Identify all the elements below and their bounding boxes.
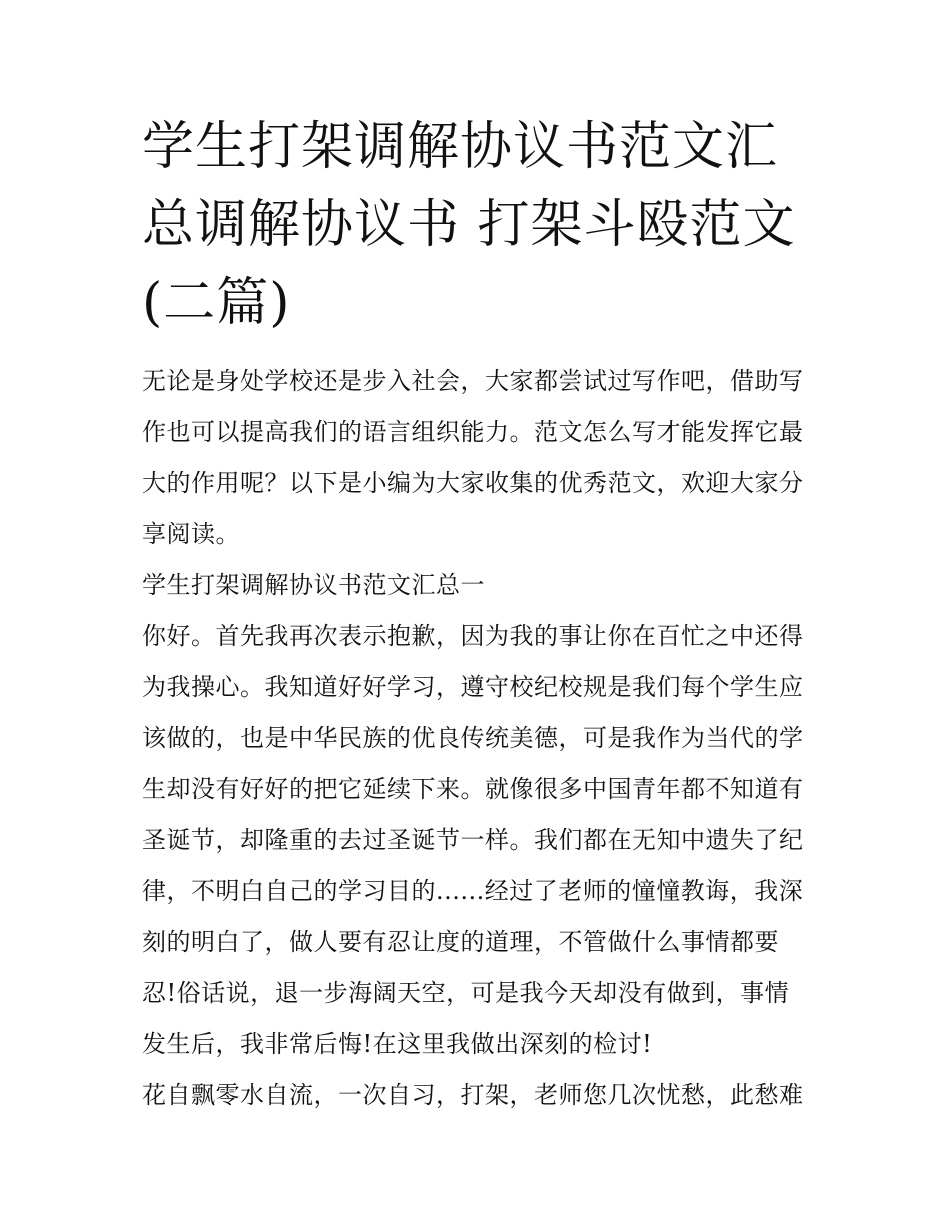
body-line-8: 忍!俗话说，退一步海阔天空，可是我今天却没有做到，事情 bbox=[142, 979, 790, 1007]
intro-line-1: 无论是身处学校还是步入社会，大家都尝试过写作吧，借助写 bbox=[142, 367, 804, 395]
body-line-10: 花自飘零水自流，一次自习，打架，老师您几次忧愁，此愁难 bbox=[142, 1081, 804, 1109]
body-line-9: 发生后，我非常后悔!在这里我做出深刻的检讨! bbox=[142, 1030, 653, 1058]
intro-line-3: 大的作用呢？以下是小编为大家收集的优秀范文，欢迎大家分 bbox=[142, 469, 804, 497]
body-line-5: 圣诞节，却隆重的去过圣诞节一样。我们都在无知中遗失了纪 bbox=[142, 826, 804, 854]
intro-line-4: 享阅读。 bbox=[142, 520, 240, 548]
body-line-7: 刻的明白了，做人要有忍让度的道理，不管做什么事情都要 bbox=[142, 928, 779, 956]
body-line-6: 律，不明白自己的学习目的......经过了老师的憧憧教诲，我深 bbox=[142, 877, 804, 905]
body-line-4: 生却没有好好的把它延续下来。就像很多中国青年都不知道有 bbox=[142, 775, 804, 803]
section-heading: 学生打架调解协议书范文汇总一 bbox=[142, 571, 485, 599]
body-line-3: 该做的，也是中华民族的优良传统美德，可是我作为当代的学 bbox=[142, 724, 804, 752]
document-title: 学生打架调解协议书范文汇总调解协议书 打架斗殴范文(二篇) bbox=[142, 117, 796, 333]
body-line-1: 你好。首先我再次表示抱歉，因为我的事让你在百忙之中还得 bbox=[142, 622, 804, 650]
body-line-2: 为我操心。我知道好好学习，遵守校纪校规是我们每个学生应 bbox=[142, 673, 804, 701]
intro-line-2: 作也可以提高我们的语言组织能力。范文怎么写才能发挥它最 bbox=[142, 418, 804, 446]
